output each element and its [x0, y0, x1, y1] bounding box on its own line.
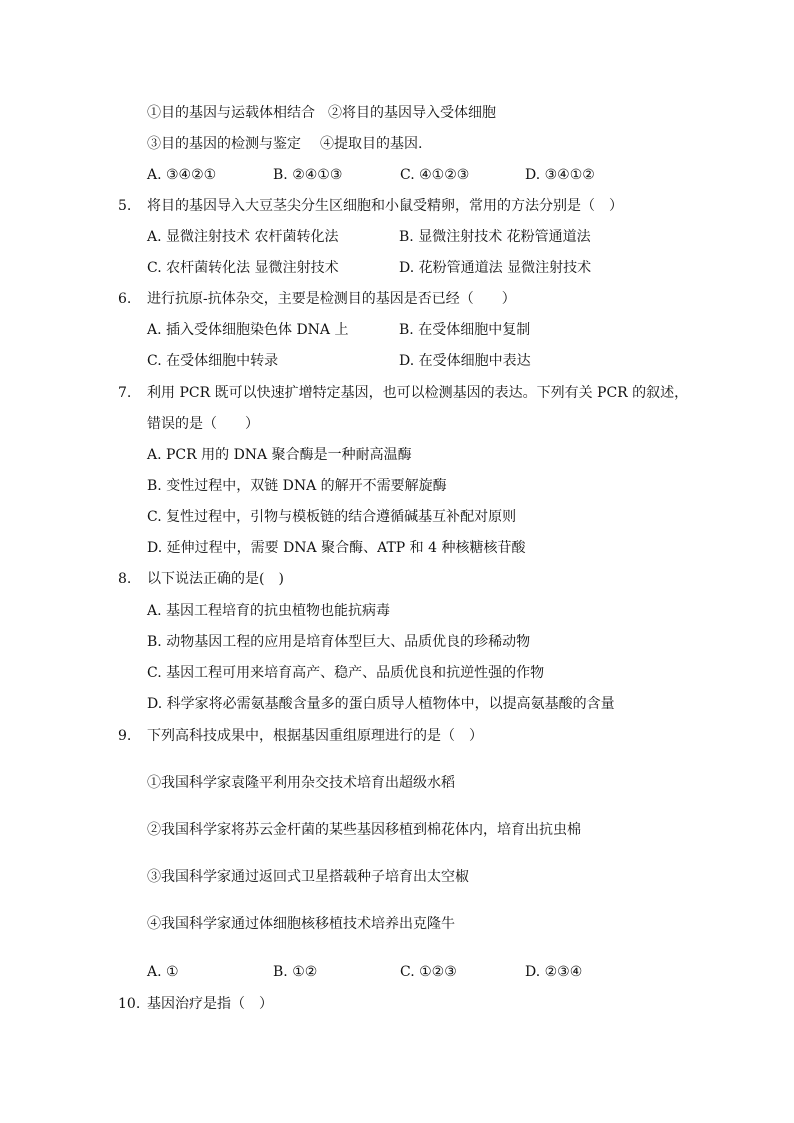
q4-item-3: ③目的基因的检测与鉴定 [147, 136, 301, 152]
q5-option-a: A. 显微注射技术 农杆菌转化法 [147, 229, 339, 245]
q6-option-b: B. 在受体细胞中复制 [399, 322, 531, 338]
q5-option-d: D. 花粉管通道法 显微注射技术 [399, 260, 592, 276]
q9-option-c: C. ①②③ [400, 964, 457, 980]
q7-option-b: B. 变性过程中，双链 DNA 的解开不需要解旋酶 [147, 478, 447, 494]
q4-option-d: D. ③④①② [525, 167, 595, 183]
q7-stem-line-2: 错误的是（ ） [147, 416, 259, 432]
q8-option-a: A. 基因工程培育的抗虫植物也能抗病毒 [147, 603, 391, 619]
q9-item-4: ④我国科学家通过体细胞核移植技术培养出克隆牛 [147, 916, 455, 932]
q5-option-c: C. 农杆菌转化法 显微注射技术 [147, 260, 339, 276]
q8-option-c: C. 基因工程可用来培育高产、稳产、品质优良和抗逆性强的作物 [147, 665, 545, 681]
q7-stem-line-1: 利用 PCR 既可以快速扩增特定基因，也可以检测基因的表达。下列有关 PCR 的叙述， [147, 385, 689, 401]
q7-number: 7. [118, 385, 132, 401]
q9-stem: 下列高科技成果中，根据基因重组原理进行的是（ ） [147, 728, 483, 744]
q9-option-a: A. ① [147, 964, 179, 980]
q4-option-a: A. ③④②① [147, 167, 217, 183]
q9-option-b: B. ①② [273, 964, 318, 980]
q8-number: 8. [118, 571, 132, 587]
q6-option-a: A. 插入受体细胞染色体 DNA 上 [147, 322, 349, 338]
q5-number: 5. [118, 198, 132, 214]
q9-item-2: ②我国科学家将苏云金杆菌的某些基因移植到棉花体内，培育出抗虫棉 [147, 822, 581, 838]
q10-stem: 基因治疗是指（ ） [147, 996, 273, 1012]
q7-option-c: C. 复性过程中，引物与模板链的结合遵循碱基互补配对原则 [147, 509, 517, 525]
q9-option-d: D. ②③④ [525, 964, 583, 980]
q7-option-d: D. 延伸过程中，需要 DNA 聚合酶、ATP 和 4 种核糖核苷酸 [147, 540, 526, 556]
q8-option-d: D. 科学家将必需氨基酸含量多的蛋白质导人植物体中，以提高氨基酸的含量 [147, 696, 615, 712]
q7-option-a: A. PCR 用的 DNA 聚合酶是一种耐高温酶 [147, 447, 412, 463]
q8-option-b: B. 动物基因工程的应用是培育体型巨大、品质优良的珍稀动物 [147, 634, 531, 650]
q4-option-b: B. ②④①③ [273, 167, 343, 183]
q9-item-1: ①我国科学家袁隆平利用杂交技术培育出超级水稻 [147, 775, 455, 791]
q4-item-2: ②将目的基因导入受体细胞 [328, 105, 496, 121]
q4-item-4: ④提取目的基因. [320, 136, 423, 152]
q6-option-d: D. 在受体细胞中表达 [399, 353, 531, 369]
q4-option-c: C. ④①②③ [400, 167, 470, 183]
q6-stem: 进行抗原-抗体杂交，主要是检测目的基因是否已经（ ） [147, 291, 516, 307]
q9-number: 9. [118, 728, 132, 744]
q10-number: 10. [118, 996, 141, 1012]
q8-stem: 以下说法正确的是( ) [147, 571, 284, 587]
q5-option-b: B. 显微注射技术 花粉管通道法 [399, 229, 591, 245]
q5-stem: 将目的基因导入大豆茎尖分生区细胞和小鼠受精卵，常用的方法分别是（ ） [147, 198, 623, 214]
q4-item-1: ①目的基因与运载体相结合 [147, 105, 315, 121]
q6-number: 6. [118, 291, 132, 307]
q6-option-c: C. 在受体细胞中转录 [147, 353, 279, 369]
q9-item-3: ③我国科学家通过返回式卫星搭载种子培育出太空椒 [147, 869, 469, 885]
